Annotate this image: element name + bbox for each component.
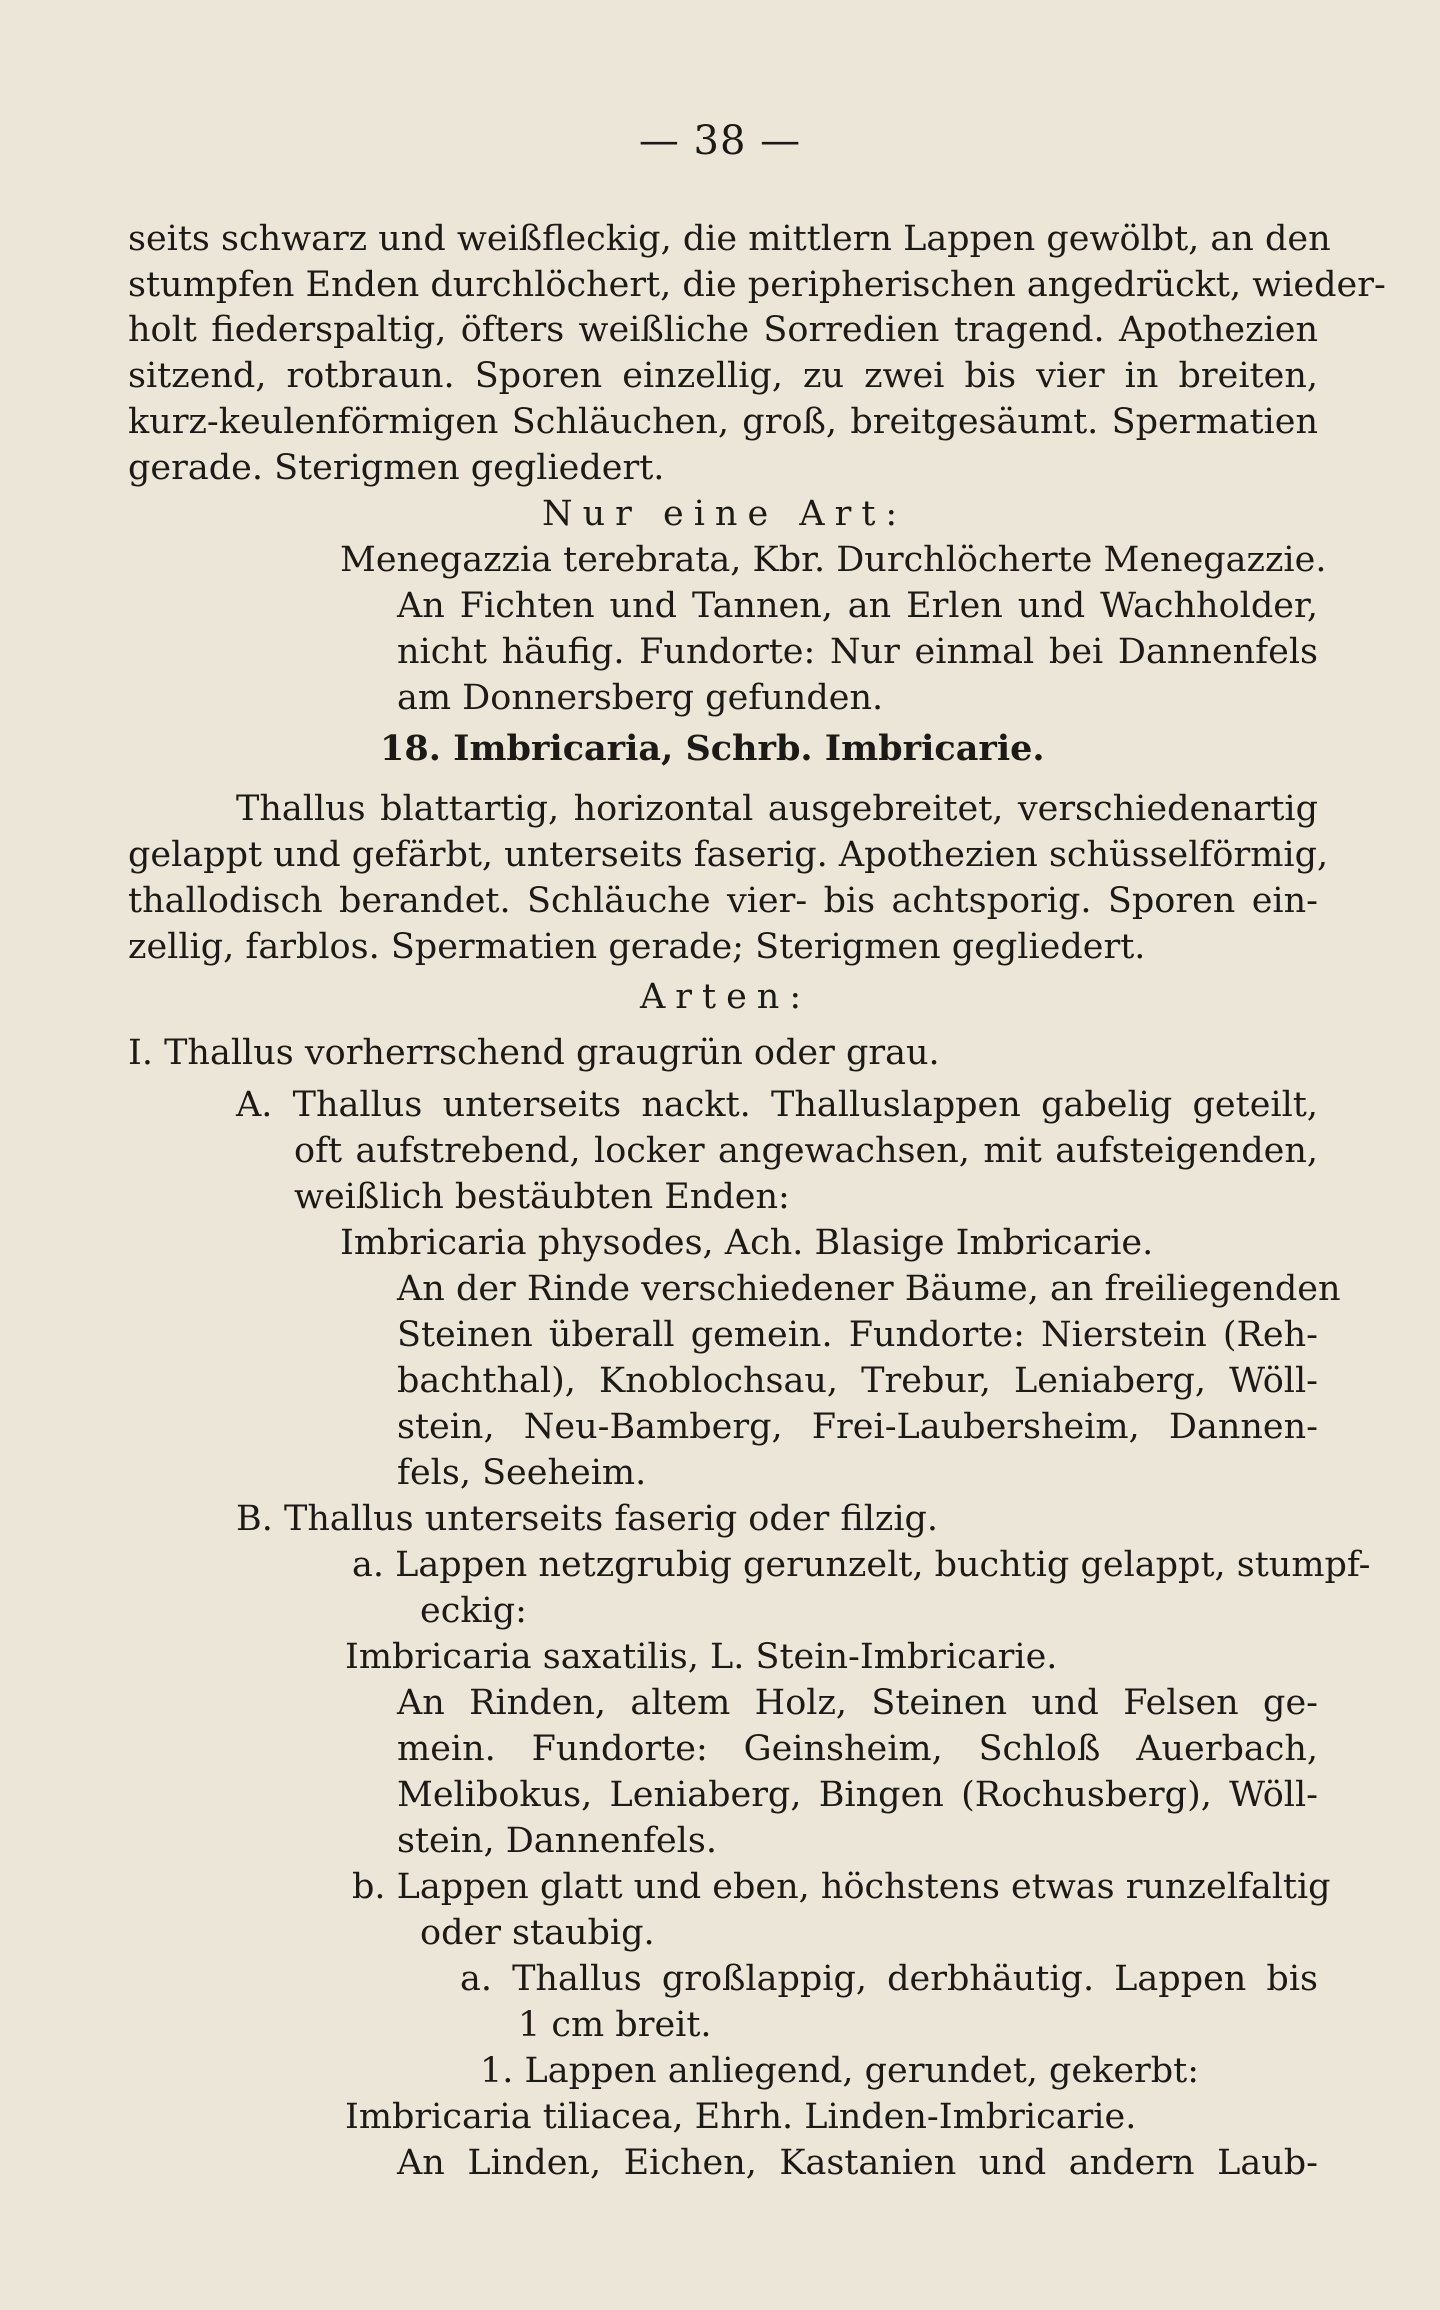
text-line: stumpfen Enden durchlöchert, die peripherischen angedrückt, wieder- [128, 265, 1386, 305]
text-line: Steinen überall gemein. Fundorte: Nierstein (Reh- [397, 1315, 1318, 1355]
species-name: Imbricaria physodes, Ach. Blasige Imbricarie. [340, 1223, 1154, 1263]
key-line: I. Thallus vorherrschend graugrün oder grau. [128, 1033, 940, 1073]
text-line: eckig: [420, 1591, 527, 1631]
text-line: zellig, farblos. Spermatien gerade; Sterigmen gegliedert. [128, 927, 1146, 967]
species-name: Menegazzia terebrata, Kbr. Durchlöcherte Menegazzie. [340, 540, 1327, 580]
section-heading: Arten: [640, 977, 812, 1017]
text-line: stein, Neu-Bamberg, Frei-Laubersheim, Dannen- [397, 1407, 1318, 1447]
text-line: weißlich bestäubten Enden: [294, 1177, 790, 1217]
text-line: am Donnersberg gefunden. [397, 678, 884, 718]
text-line: stein, Dannenfels. [397, 1821, 717, 1861]
text-line: mein. Fundorte: Geinsheim, Schloß Auerbach, [397, 1729, 1318, 1769]
text-line: An Fichten und Tannen, an Erlen und Wachholder, [397, 586, 1318, 626]
section-heading: Nur eine Art: [542, 494, 908, 534]
text-line: An Rinden, altem Holz, Steinen und Felsen ge- [397, 1683, 1318, 1723]
text-line: Melibokus, Leniaberg, Bingen (Rochusberg), Wöll- [397, 1775, 1318, 1815]
text-line: holt fiederspaltig, öfters weißliche Sorredien tragend. Apothezien [128, 310, 1318, 350]
genus-heading: 18. Imbricaria, Schrb. Imbricarie. [380, 728, 1045, 769]
text-line: oder staubig. [420, 1913, 655, 1953]
text-line: bachthal), Knoblochsau, Trebur, Leniaberg, Wöll- [397, 1361, 1318, 1401]
text-line: kurz-keulenförmigen Schläuchen, groß, breitgesäumt. Spermatien [128, 402, 1318, 442]
text-line: gelappt und gefärbt, unterseits faserig. Apothezien schüsselförmig, [128, 835, 1329, 875]
species-name: Imbricaria tiliacea, Ehrh. Linden-Imbricarie. [345, 2097, 1137, 2137]
text-line: nicht häufig. Fundorte: Nur einmal bei Dannenfels [397, 632, 1318, 672]
text-line: sitzend, rotbraun. Sporen einzellig, zu zwei bis vier in breiten, [128, 356, 1318, 396]
text-line: fels, Seeheim. [397, 1453, 647, 1493]
key-line: a. Lappen netzgrubig gerunzelt, buchtig gelappt, stumpf- [352, 1545, 1371, 1585]
key-line: A. Thallus unterseits nackt. Thalluslappen gabelig geteilt, [236, 1085, 1318, 1125]
species-name: Imbricaria saxatilis, L. Stein-Imbricarie. [345, 1637, 1058, 1677]
text-line: thallodisch berandet. Schläuche vier- bis achtsporig. Sporen ein- [128, 881, 1318, 921]
text-line: Thallus blattartig, horizontal ausgebreitet, verschiedenartig [236, 789, 1318, 829]
text-line: oft aufstrebend, locker angewachsen, mit aufsteigenden, [294, 1131, 1318, 1171]
key-line: 1. Lappen anliegend, gerundet, gekerbt: [480, 2051, 1200, 2091]
text-line: gerade. Sterigmen gegliedert. [128, 448, 665, 488]
text-line: 1 cm breit. [518, 2005, 712, 2045]
key-line: a. Thallus großlappig, derbhäutig. Lappen bis [460, 1959, 1318, 1999]
text-line: An der Rinde verschiedener Bäume, an freiliegenden [397, 1269, 1341, 1309]
key-line: b. Lappen glatt und eben, höchstens etwas runzelfaltig [352, 1867, 1331, 1907]
page-number: — 38 — [638, 118, 802, 164]
text-line: seits schwarz und weißfleckig, die mittlern Lappen gewölbt, an den [128, 219, 1331, 259]
key-line: B. Thallus unterseits faserig oder filzig. [236, 1499, 939, 1539]
text-line: An Linden, Eichen, Kastanien und andern Laub- [397, 2143, 1318, 2183]
